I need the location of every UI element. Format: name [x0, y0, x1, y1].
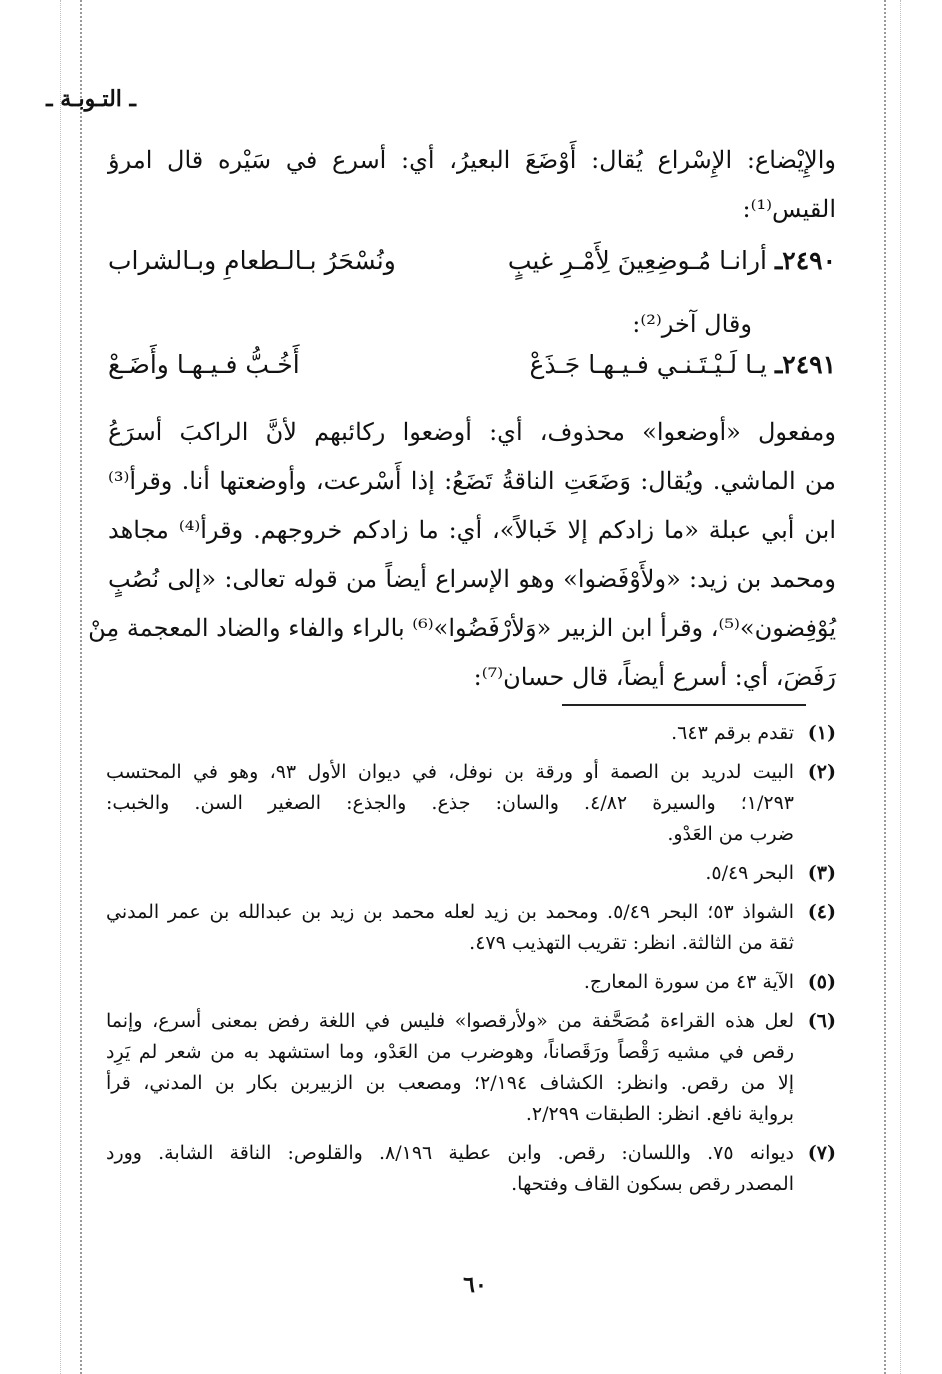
footnote-line: برواية نافع. انظر: الطبقات ٢/٢٩٩.	[525, 1103, 794, 1125]
footnote-line: رقص في مشيه رَقْصاً ورَقَصاناً، وهوضرب من العَدْو، وما استشهد به من شعر لم يَرِد	[106, 1041, 794, 1063]
footnote-number: (٦)	[807, 1010, 836, 1032]
paragraph-1-line-1: والإِيْضاع: الإِسْراع يُقال: أَوْضَعَ البعيرُ، أي: أسرع في سَيْره قال امرؤ	[108, 146, 836, 174]
footnote-number: (٣)	[807, 862, 836, 884]
footnote-line: ضرب من العَدْو.	[667, 823, 794, 845]
footnote-line: المصدر رقص بسكون القاف وفتحها.	[511, 1173, 794, 1195]
paragraph-2-line-6: رَفَضَ، أي: أسرع أيضاً، قال حسان⁽⁷⁾:	[473, 663, 836, 691]
verse-2490-first-half	[508, 246, 836, 275]
footnote-7	[106, 1138, 836, 1200]
footnote-line: تقدم برقم ٦٤٣.	[671, 722, 794, 744]
footnote-line: ١/٢٩٣؛ والسيرة ٤/٨٢. والسان: جذع. والجذع: الصغير السن. والخبب:	[106, 792, 794, 814]
footnote-line: الآية ٤٣ من سورة المعارج.	[583, 971, 794, 993]
verse-2491	[108, 350, 836, 379]
running-title: ـ التـوبـة ـ	[46, 86, 136, 112]
intro-text: وقال آخر⁽²⁾:	[632, 310, 752, 338]
footnote-4	[106, 897, 836, 959]
paragraph-1	[108, 136, 836, 234]
footnote-5	[106, 967, 836, 998]
paragraph-2-line-3: ابن أبي عبلة «ما زادكم إلا خَبالاً»، أي: ما زادكم خروجهم. وقرأ⁽⁴⁾ مجاهد	[108, 516, 837, 544]
footnote-number: (٥)	[807, 971, 836, 993]
footnote-line: إلا من رقص. وانظر: الكشاف ٢/١٩٤؛ ومصعب بن الزبيربن بكار بن المدني، قرأ	[106, 1072, 794, 1094]
footnote-line: البيت لدريد بن الصمة أو ورقة بن نوفل، في ديوان الأول ٩٣، وهو في المحتسب	[106, 761, 794, 783]
footnote-1	[106, 718, 836, 749]
verse-number: ٢٤٩١ـ	[774, 350, 836, 379]
left-margin-dots-outer	[60, 0, 61, 1374]
paragraph-2-line-2: من الماشي. ويُقال: وَضَعَتِ الناقةُ تَضَعُ: إذا أَسْرعت، وأوضعتها أنا. وقرأ⁽³⁾	[108, 467, 836, 495]
footnote-line: الشواذ ٥٣؛ البحر ٥/٤٩. ومحمد بن زيد لعله محمد بن زيد بن عبدالله بن عمر المدني	[106, 901, 794, 923]
footnotes	[106, 718, 836, 1208]
verse-number: ٢٤٩٠ـ	[774, 246, 836, 275]
paragraph-2-line-5: يُوْفِضون»⁽⁵⁾، وقرأ ابن الزبير «وَلأرْفَضُوا»⁽⁶⁾ بالراء والفاء والضاد المعجمة مِنْ	[88, 614, 836, 642]
footnote-line: البحر ٥/٤٩.	[705, 862, 794, 884]
verse-2490	[108, 246, 836, 275]
footnote-line: لعل هذه القراءة مُصَحَّفة من «ولأرقصوا» فليس في اللغة رفض بمعنى أسرع، وإنما	[106, 1010, 794, 1032]
footnote-number: (٧)	[807, 1142, 836, 1164]
footnote-number: (١)	[807, 722, 836, 744]
paragraph-1-line-2: القيس⁽¹⁾:	[742, 195, 836, 223]
verse-2491-hemistich-1: يـا لَـيْـتَـنـي فـيـهـا جَـذَعْ	[529, 350, 767, 379]
page-number: ٦٠	[463, 1272, 487, 1298]
right-margin-dots-outer	[900, 0, 901, 1374]
paragraph-2-line-4: ومحمد بن زيد: «ولأَوْفَضوا» وهو الإسراع أيضاً من قوله تعالى: «إلى نُصُبٍ	[108, 565, 836, 593]
verse-2491-hemistich-2: أَخُـبُّ فـيـهـا وأَضَـعْ	[108, 350, 300, 379]
footnote-number: (٢)	[807, 761, 836, 783]
verse-2491-first-half	[529, 350, 836, 379]
verse-2490-hemistich-1: أرانـا مُـوضِعِينَ لِأَمْـرِ غيبٍ	[507, 246, 767, 275]
footnote-2	[106, 757, 836, 850]
left-margin-dots	[80, 0, 82, 1374]
verse-2491-intro	[24, 300, 752, 349]
paragraph-2	[88, 408, 837, 702]
paragraph-2-line-1: ومفعول «أوضعوا» محذوف، أي: أوضعوا ركائبهم لأنَّ الراكبَ أسرَعُ	[108, 418, 836, 446]
verse-2490-hemistich-2: ونُسْحَرُ بـالـطعامِ وبـالشراب	[108, 246, 396, 275]
right-margin-dots	[884, 0, 886, 1374]
footnote-separator	[562, 704, 806, 706]
footnote-line: ديوانه ٧٥. واللسان: رقص. وابن عطية ٨/١٩٦. والقلوص: الناقة الشابة. وورد	[106, 1142, 794, 1164]
footnote-6	[106, 1006, 836, 1130]
footnote-3	[106, 858, 836, 889]
footnote-line: ثقة من الثالثة. انظر: تقريب التهذيب ٤٧٩.	[469, 932, 794, 954]
footnote-number: (٤)	[807, 901, 836, 923]
